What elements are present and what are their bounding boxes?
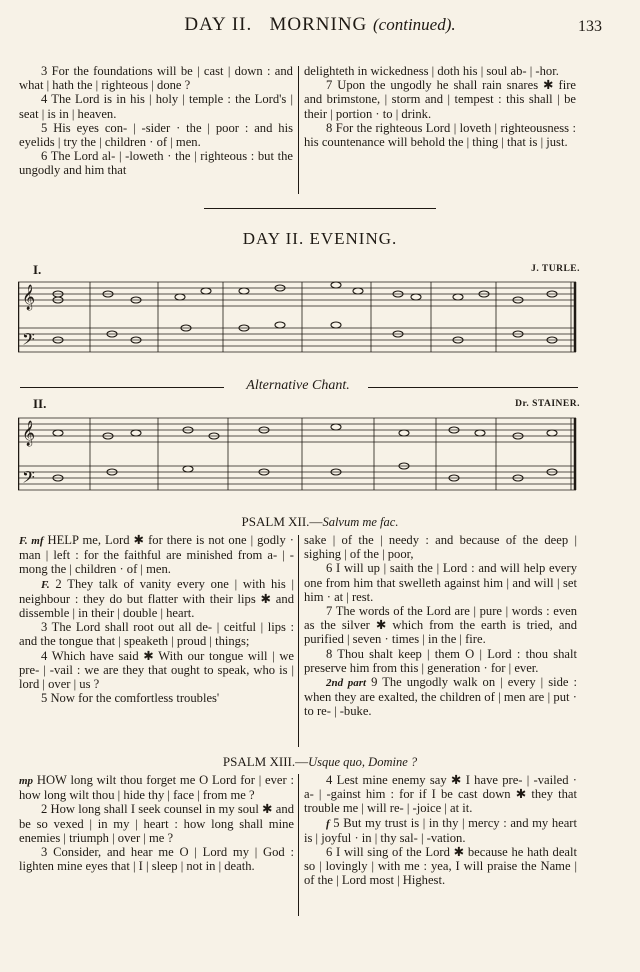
verse-text: For the righteous Lord | loveth | righteousness : his countenance will behold the | thing | that is | just.: [304, 120, 576, 150]
verse: [19, 121, 293, 149]
verse-text: The Lord is in his | holy | temple : the Lord's | seat | is in | heaven.: [19, 92, 294, 121]
psalm-13-number: PSALM XIII.—: [222, 754, 309, 769]
chant-1-composer: J. TURLE.: [531, 264, 580, 274]
verse: [304, 121, 576, 149]
svg-text:𝄞: 𝄞: [22, 285, 36, 310]
verse: [304, 604, 577, 647]
verse: [304, 561, 577, 604]
svg-text:𝄢: 𝄢: [22, 467, 35, 491]
verse-text: The Lord al- | -loweth · the | righteous : but the ungodly and him that: [19, 149, 294, 178]
verse-number: 6: [326, 561, 333, 576]
verse: [19, 802, 294, 845]
verse-number: 2: [55, 576, 62, 591]
psalm-12-left-column: [19, 533, 294, 705]
verse-text: I will sing of the Lord ✱ because he hath dealt so | lovingly | with me : yea, I will praise the Name | of the | Lord most | Highest.: [304, 845, 577, 888]
verse-text: Now for the comfortless troubles': [50, 691, 220, 706]
verse-text: HELP me, Lord ✱ for there is not one | godly · man | left : for the faithful are minished from a- | -mong the | children · of | men.: [19, 533, 294, 577]
column-divider: [298, 535, 299, 747]
header-day: DAY II.: [184, 14, 253, 35]
verse-number: 6: [41, 149, 48, 164]
dynamic-mark: mp: [19, 775, 34, 787]
psalm-13-title: [0, 754, 640, 770]
verse: [304, 773, 577, 816]
verse: [304, 845, 577, 888]
verse: [19, 533, 294, 577]
psalm-12-latin: Salvum me fac.: [322, 515, 399, 529]
verse-text: sake | of the | needy : and because of the deep | sighing | of the | poor,: [304, 533, 577, 562]
verse-number: 9: [371, 675, 378, 690]
verse-number: 3: [41, 64, 48, 78]
morning-right-column: [304, 64, 576, 149]
verse-number: 4: [41, 648, 48, 663]
dynamic-mark: 2nd part: [326, 677, 367, 690]
verse-text: Lest mine enemy say ✱ I have pre- | -vailed · a- | -gainst him : for if I be cast down ✱ they that trouble me | will re- | -joice | at it.: [304, 773, 577, 816]
verse-number: 2: [41, 802, 48, 817]
verse-text: Consider, and hear me O | Lord my | God : lighten mine eyes that | I | sleep | not in | death.: [19, 845, 294, 874]
alt-chant-title: Alternative Chant.: [228, 378, 368, 394]
verse: [19, 620, 294, 648]
verse-text: delighteth in wickedness | doth his | soul ab- | -hor.: [304, 64, 559, 78]
verse: [19, 649, 294, 692]
verse: [304, 647, 577, 675]
header-continued: (continued).: [373, 15, 456, 34]
verse-text: The Lord shall root out all de- | ceitful | lips : and the tongue that | speaketh | proud | things;: [19, 620, 294, 649]
psalm-12-number: PSALM XII.—: [241, 514, 323, 529]
verse-text: How long shall I seek counsel in my soul ✱ and be so vexed | in my | heart : how long shall mine enemies | triumph | over | me ?: [19, 802, 294, 845]
verse-number: 7: [326, 78, 333, 93]
dynamic-mark: F.: [41, 578, 50, 591]
psalm-12-title: [0, 514, 640, 530]
alt-chant-rule-left: [20, 387, 224, 388]
column-divider: [298, 66, 299, 194]
chant-1-score: [18, 276, 578, 360]
verse: [304, 64, 576, 78]
column-divider: [298, 774, 299, 916]
verse: [19, 92, 293, 120]
svg-text:𝄢: 𝄢: [22, 329, 35, 353]
psalm-13-left-column: [19, 773, 294, 873]
chant-2-numeral: II.: [33, 396, 47, 411]
evening-title: DAY II. EVENING.: [242, 229, 398, 248]
verse: [19, 64, 293, 92]
verse: [304, 533, 577, 561]
svg-text:𝄞: 𝄞: [22, 421, 36, 446]
verse-number: 8: [326, 120, 333, 135]
verse: [19, 691, 294, 705]
psalm-13-latin: Usque quo, Domine ?: [308, 755, 418, 769]
verse-text: Upon the ungodly he shall rain snares ✱ fire and brimstone, | storm and | tempest : this shall | be their | portion · to | drink.: [304, 78, 576, 121]
verse-text: HOW long wilt thou forget me O Lord for | ever : how long wilt thou | hide thy | face | from me ?: [19, 773, 294, 803]
page-number: 133: [578, 18, 602, 35]
section-divider: [204, 208, 436, 209]
verse-number: 3: [41, 845, 48, 860]
verse: [304, 78, 576, 121]
page-header: [0, 14, 640, 36]
verse-number: 3: [41, 620, 48, 635]
verse-number: 5: [41, 691, 48, 706]
verse: [304, 816, 577, 845]
verse: [19, 773, 294, 802]
psalm-13-right-column: [304, 773, 577, 888]
chant-1-numeral: I.: [33, 262, 42, 277]
verse-text: They talk of vanity every one | with his | neighbour : they do but flatter with their lips ✱ and dissemble | in their | double | heart.: [19, 576, 294, 621]
verse-text: For the foundations will be | cast | down : and what | hath the | righteous | done ?: [19, 64, 293, 93]
verse-text: The words of the Lord are | pure | words : even as the silver ✱ which from the earth is tried, and purified | seven · times | in the | fire.: [304, 604, 578, 647]
verse-text: The ungodly walk on | every | side : when they are exalted, the children of | men are | put · to re- | -buke.: [304, 675, 578, 719]
verse-number: 5: [41, 120, 48, 135]
dynamic-mark: F. mf: [19, 535, 44, 547]
verse-text: His eyes con- | -sider · the | poor : and his eyelids | try the | children · of | men.: [19, 120, 293, 150]
verse-number: 5: [333, 815, 340, 830]
header-section: MORNING: [269, 14, 368, 35]
verse-text: I will up | saith the | Lord : and will help every one from him that swelleth against him | and will | set him · at | rest.: [304, 561, 577, 604]
verse: [304, 675, 577, 719]
verse: [19, 577, 294, 621]
chant-2-score: [18, 412, 578, 496]
verse-text: Thou shalt keep | them O | Lord : thou shalt preserve him from this | generation · for | ever.: [304, 646, 577, 675]
dynamic-mark: f: [326, 817, 330, 830]
chant-2-composer: Dr. STAINER.: [515, 399, 580, 409]
verse-text: But my trust is | in thy | mercy : and my heart is | joyful · in | thy sal- | -vation.: [304, 815, 578, 845]
verse-number: 8: [326, 646, 333, 661]
verse-number: 7: [326, 604, 333, 619]
verse-number: 6: [326, 845, 333, 860]
verse-text: Which have said ✱ With our tongue will | we pre- | -vail : we are they that ought to speak, who is | lord | over | us ?: [19, 648, 295, 692]
verse-number: 4: [41, 92, 48, 107]
verse: [19, 845, 294, 873]
psalm-12-right-column: [304, 533, 577, 719]
verse-number: 4: [326, 773, 333, 787]
verse: [19, 149, 293, 177]
morning-left-column: [19, 64, 293, 178]
